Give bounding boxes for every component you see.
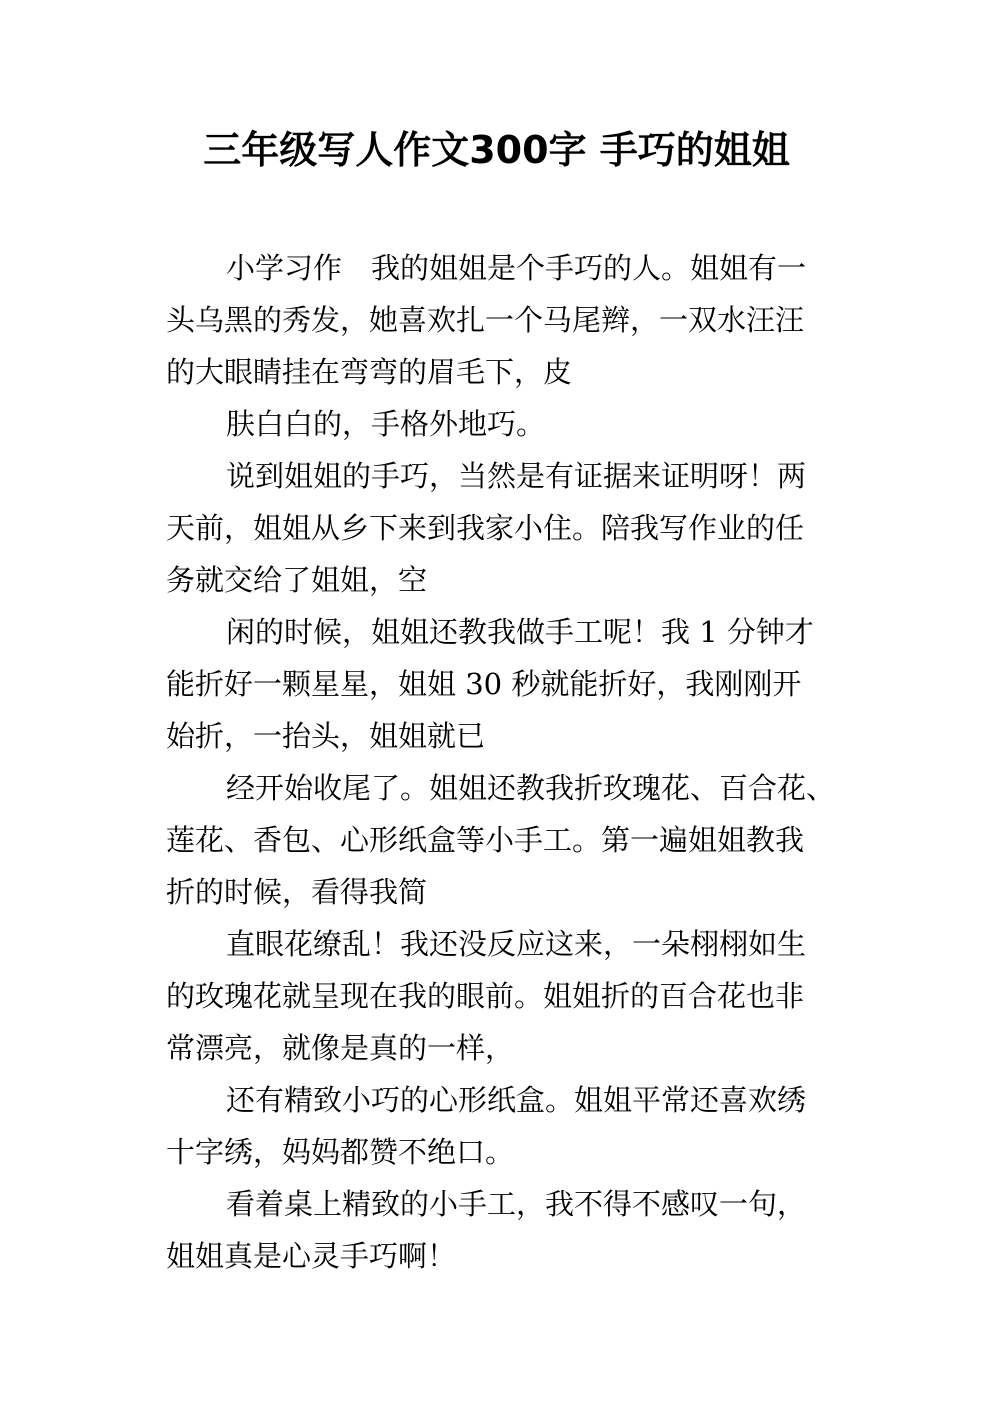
text-line: 直眼花缭乱！我还没反应这来，一朵栩栩如生	[226, 927, 807, 961]
text-line: 小学习作 我的姐姐是个手巧的人。姐姐有一	[226, 251, 807, 285]
text-line: 的玫瑰花就呈现在我的眼前。姐姐折的百合花也非	[166, 979, 805, 1013]
text-line: 折的时候，看得我简	[166, 875, 428, 909]
text-line: 能折好一颗星星，姐姐 30 秒就能折好，我刚刚开	[166, 667, 802, 701]
text-line: 十字绣，妈妈都赞不绝口。	[166, 1135, 515, 1169]
text-line: 的大眼睛挂在弯弯的眉毛下，皮	[166, 355, 573, 389]
document-title: 三年级写人作文300字 手巧的姐姐	[203, 128, 790, 172]
text-line: 始折，一抬头，姐姐就已	[166, 719, 486, 753]
text-line: 姐姐真是心灵手巧啊！	[166, 1239, 457, 1273]
text-line: 天前，姐姐从乡下来到我家小住。陪我写作业的任	[166, 511, 805, 545]
text-line: 还有精致小巧的心形纸盒。姐姐平常还喜欢绣	[226, 1083, 807, 1117]
text-line: 说到姐姐的手巧，当然是有证据来证明呀！两	[226, 459, 807, 493]
text-line: 肤白白的，手格外地巧。	[226, 407, 546, 441]
text-line: 闲的时候，姐姐还教我做手工呢！我 1 分钟才	[226, 615, 814, 649]
text-line: 常漂亮，就像是真的一样，	[166, 1031, 515, 1065]
text-line: 看着桌上精致的小手工，我不得不感叹一句，	[226, 1187, 807, 1221]
text-line: 经开始收尾了。姐姐还教我折玫瑰花、百合花、	[226, 771, 836, 805]
text-line: 头乌黑的秀发，她喜欢扎一个马尾辫，一双水汪汪	[166, 303, 805, 337]
text-line: 务就交给了姐姐，空	[166, 563, 428, 597]
text-line: 莲花、香包、心形纸盒等小手工。第一遍姐姐教我	[166, 823, 805, 857]
